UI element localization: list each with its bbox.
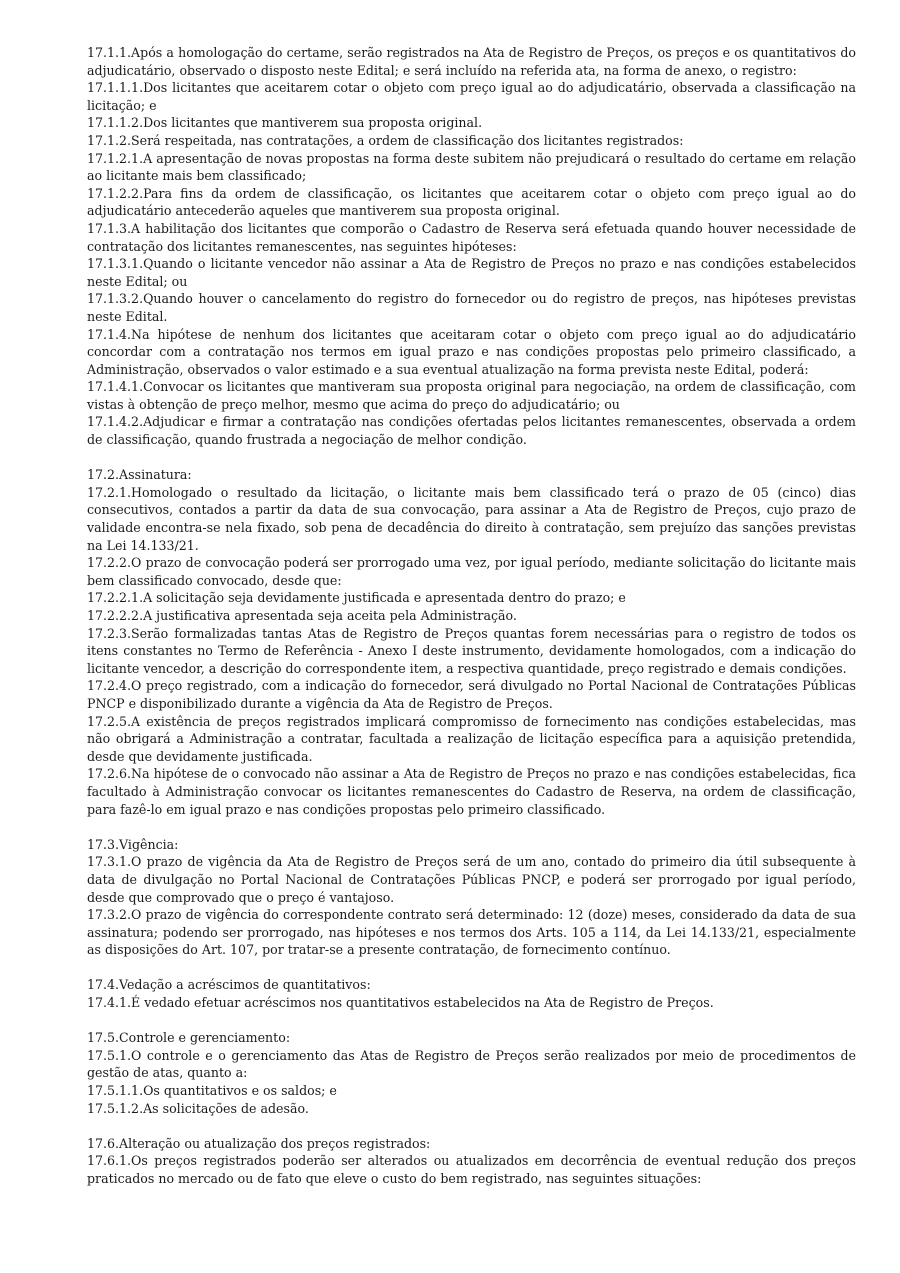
paragraph-17-5-1-1: 17.5.1.1.Os quantitativos e os saldos; e bbox=[87, 1083, 337, 1099]
paragraph-17-2-2: 17.2.2.O prazo de convocação poderá ser prorrogado uma vez, por igual período, mediante solicitação do licitante mais bem classificado convocado, desde que: bbox=[87, 555, 856, 588]
paragraph-17-6-1: 17.6.1.Os preços registrados poderão ser alterados ou atualizados em decorrência de eventual redução dos preços praticados no mercado ou de fato que eleve o custo do bem registrado, nas seguintes situações: bbox=[87, 1153, 856, 1186]
paragraph-17-2-2-2: 17.2.2.2.A justificativa apresentada seja aceita pela Administração. bbox=[87, 608, 517, 623]
paragraph-17-2-5: 17.2.5.A existência de preços registrados implicará compromisso de fornecimento nas condições estabelecidas, mas não obrigará a Administração a contratar, facultada a realização de licitação específica para a aquisição pretendida, desde que devidamente justificada. bbox=[87, 713, 856, 764]
paragraph-17-1-3-2: 17.1.3.2.Quando houver o cancelamento do registro do fornecedor ou do registro de preços, nas hipóteses previstas neste Edital. bbox=[87, 291, 856, 324]
section-heading-17-4: 17.4.Vedação a acréscimos de quantitativos: bbox=[87, 977, 371, 993]
section-17-2-assinatura bbox=[87, 466, 856, 818]
paragraph-17-4-1: 17.4.1.É vedado efetuar acréscimos nos quantitativos estabelecidos na Ata de Registro de Preços. bbox=[87, 995, 714, 1011]
section-17-1-registro bbox=[87, 44, 856, 449]
section-17-4-vedacao bbox=[87, 976, 856, 1011]
paragraph-17-1-1: 17.1.1.Após a homologação do certame, serão registrados na Ata de Registro de Preços, os preços e os quantitativos do adjudicatário, observado o disposto neste Edital; e será incluído na referida ata, na forma de anexo, o registro: bbox=[87, 45, 856, 78]
section-17-6-alteracao bbox=[87, 1135, 856, 1188]
paragraph-17-1-1-1: 17.1.1.1.Dos licitantes que aceitarem cotar o objeto com preço igual ao do adjudicatário, observada a classificação na licitação; e bbox=[87, 80, 856, 113]
paragraph-17-5-1: 17.5.1.O controle e o gerenciamento das Atas de Registro de Preços serão realizados por meio de procedimentos de gestão de atas, quanto a: bbox=[87, 1047, 856, 1081]
section-heading-17-3: 17.3.Vigência: bbox=[87, 836, 179, 852]
paragraph-17-5-1-2: 17.5.1.2.As solicitações de adesão. bbox=[87, 1100, 309, 1116]
section-heading-17-2: 17.2.Assinatura: bbox=[87, 467, 192, 483]
paragraph-17-3-1: 17.3.1.O prazo de vigência da Ata de Registro de Preços será de um ano, contado do primeiro dia útil subsequente à data de divulgação no Portal Nacional de Contratações Públicas PNCP, e poderá ser prorrogado por igual período, desde que comprovado que o preço é vantajoso. bbox=[87, 854, 856, 905]
paragraph-17-1-4-1: 17.1.4.1.Convocar os licitantes que mantiveram sua proposta original para negociação, na ordem de classificação, com vistas à obtenção de preço melhor, mesmo que acima do preço do adjudicatário; ou bbox=[87, 379, 856, 412]
paragraph-17-1-3: 17.1.3.A habilitação dos licitantes que comporão o Cadastro de Reserva será efetuada quando houver necessidade de contratação dos licitantes remanescentes, nas seguintes hipóteses: bbox=[87, 220, 856, 254]
paragraph-17-3-2: 17.3.2.O prazo de vigência do correspondente contrato será determinado: 12 (doze) meses, considerado da data de sua assinatura; podendo ser prorrogado, nas hipóteses e nos termos dos Arts. 105 a 114, da Lei 14.133/21, especialmente as disposições do Art. 107, por tratar-se a presente contratação, de fornecimento contínuo. bbox=[87, 907, 856, 958]
paragraph-17-2-6: 17.2.6.Na hipótese de o convocado não assinar a Ata de Registro de Preços no prazo e nas condições estabelecidas, fica facultado à Administração convocar os licitantes remanescentes do Cadastro de Reserva, na ordem de classificação, para fazê-lo em igual prazo e nas condições propostas pelo primeiro classificado. bbox=[87, 766, 856, 817]
paragraph-17-1-4-2: 17.1.4.2.Adjudicar e firmar a contratação nas condições ofertadas pelos licitantes remanescentes, observada a ordem de classificação, quando frustrada a negociação de melhor condição. bbox=[87, 414, 856, 448]
paragraph-17-1-1-2: 17.1.1.2.Dos licitantes que mantiverem sua proposta original. bbox=[87, 115, 483, 131]
paragraph-17-1-2: 17.1.2.Será respeitada, nas contratações, a ordem de classificação dos licitantes registrados: bbox=[87, 132, 684, 148]
paragraph-17-1-3-1: 17.1.3.1.Quando o licitante vencedor não assinar a Ata de Registro de Preços no prazo e nas condições estabelecidos neste Edital; ou bbox=[87, 256, 856, 289]
paragraph-17-2-2-1: 17.2.2.1.A solicitação seja devidamente justificada e apresentada dentro do prazo; e bbox=[87, 590, 626, 606]
section-heading-17-5: 17.5.Controle e gerenciamento: bbox=[87, 1030, 291, 1046]
section-17-3-vigencia bbox=[87, 836, 856, 959]
paragraph-17-2-3: 17.2.3.Serão formalizadas tantas Atas de Registro de Preços quantas forem necessárias para o registro de todos os itens constantes no Termo de Referência - Anexo I deste instrumento, devidamente homologados, com a indicação do licitante vencedor, a descrição do correspondente item, a respectiva quantidade, preço registrado e demais condições. bbox=[87, 625, 856, 676]
paragraph-17-1-2-2: 17.1.2.2.Para fins da ordem de classificação, os licitantes que aceitarem cotar o objeto com preço igual ao do adjudicatário antecederão aqueles que mantiverem sua proposta original. bbox=[87, 185, 856, 219]
paragraph-17-1-4: 17.1.4.Na hipótese de nenhum dos licitantes que aceitaram cotar o objeto com preço igual ao do adjudicatário concordar com a contratação nos termos em igual prazo e nas condições propostas pelo primeiro classificado, a Administração, observados o valor estimado e a sua eventual atualização na forma prevista neste Edital, poderá: bbox=[87, 326, 856, 377]
paragraph-17-2-1: 17.2.1.Homologado o resultado da licitação, o licitante mais bem classificado terá o prazo de 05 (cinco) dias consecutivos, contados a partir da data de sua convocação, para assinar a Ata de Registro de Preços, cujo prazo de validade encontra-se nela fixado, sob pena de decadência do direito à contratação, sem prejuízo das sanções previstas na Lei 14.133/21. bbox=[87, 484, 856, 553]
paragraph-17-1-2-1: 17.1.2.1.A apresentação de novas propostas na forma deste subitem não prejudicará o resultado do certame em relação ao licitante mais bem classificado; bbox=[87, 150, 856, 184]
paragraph-17-2-4: 17.2.4.O preço registrado, com a indicação do fornecedor, será divulgado no Portal Nacional de Contratações Públicas PNCP e disponibilizado durante a vigência da Ata de Registro de Preços. bbox=[87, 678, 856, 711]
section-17-5-controle bbox=[87, 1029, 856, 1117]
section-heading-17-6: 17.6.Alteração ou atualização dos preços registrados: bbox=[87, 1135, 431, 1151]
